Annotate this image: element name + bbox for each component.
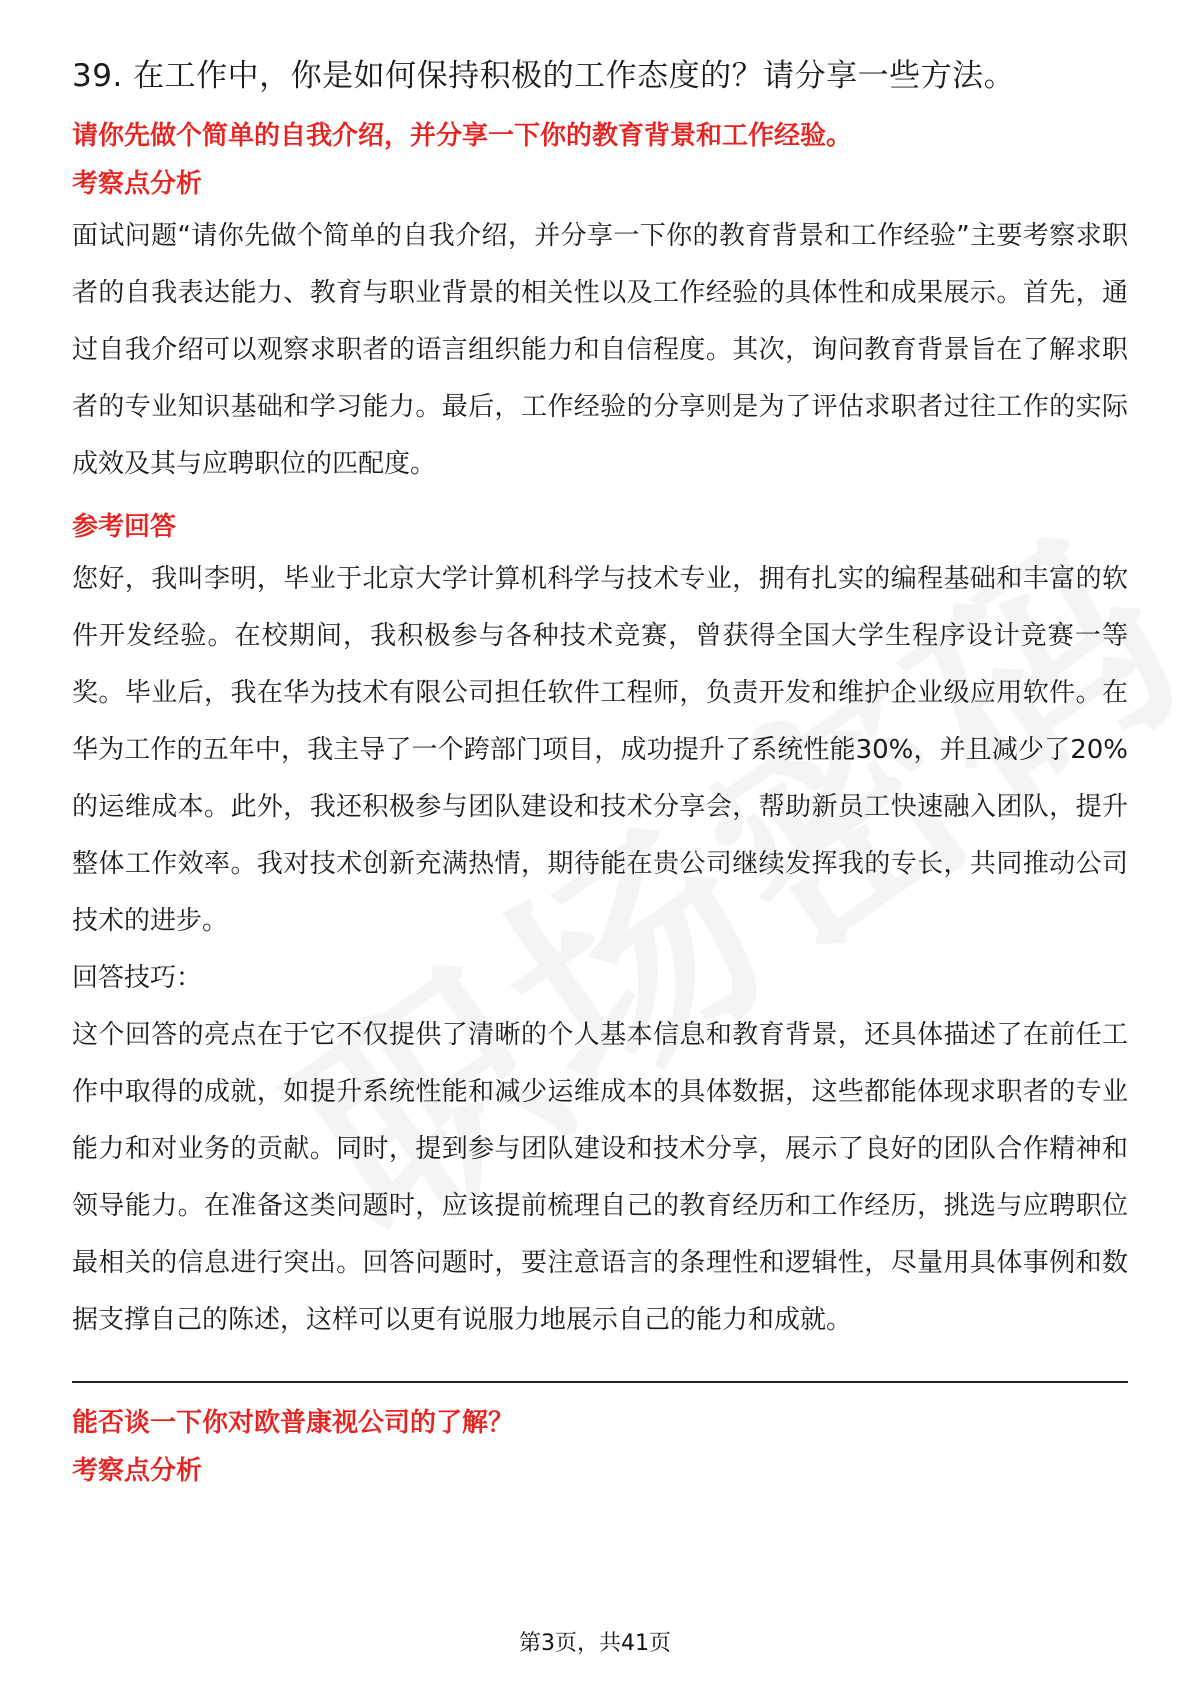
section2-heading: 能否谈一下你对欧普康视公司的了解？ <box>72 1408 515 1438</box>
document-page <box>72 54 1128 1495</box>
section1-tips-label: 回答技巧： <box>72 963 203 993</box>
section1-analysis-label: 考察点分析 <box>72 169 203 199</box>
section2-analysis-label: 考察点分析 <box>72 1456 203 1486</box>
section1-tips-text: 这个回答的亮点在于它不仅提供了清晰的个人基本信息和教育背景，还具体描述了在前任工作中取得的成就，如提升系统性能和减少运维成本的具体数据，这些都能体现求职者的专业能力和对业务的贡献。同时，提到参与团队建设和技术分享，展示了良好的团队合作精神和领导能力。在准备这类问题时，应该提前梳理自己的教育经历和工作经历，挑选与应聘职位最相关的信息进行突出。回答问题时，要注意语言的条理性和逻辑性，尽量用具体事例和数据支撑自己的陈述，这样可以更有说服力地展示自己的能力和成就。 <box>72 1020 1128 1335</box>
section1-heading: 请你先做个简单的自我介绍，并分享一下你的教育背景和工作经验。 <box>72 121 853 151</box>
section-divider <box>72 1381 1128 1383</box>
section1-answer-text: 您好，我叫李明，毕业于北京大学计算机科学与技术专业，拥有扎实的编程基础和丰富的软件开发经验。在校期间，我积极参与各种技术竞赛，曾获得全国大学生程序设计竞赛一等奖。毕业后，我在华为技术有限公司担任软件工程师，负责开发和维护企业级应用软件。在华为工作的五年中，我主导了一个跨部门项目，成功提升了系统性能30%，并且减少了20%的运维成本。此外，我还积极参与团队建设和技术分享会，帮助新员工快速融入团队，提升整体工作效率。我对技术创新充满热情，期待能在贵公司继续发挥我的专长，共同推动公司技术的进步。 <box>72 564 1128 936</box>
page-footer: 第3页，共41页 <box>519 1631 671 1656</box>
section1-analysis-text: 面试问题“请你先做个简单的自我介绍，并分享一下你的教育背景和工作经验”主要考察求职者的自我表达能力、教育与职业背景的相关性以及工作经验的具体性和成果展示。首先，通过自我介绍可以观察求职者的语言组织能力和自信程度。其次，询问教育背景旨在了解求职者的专业知识基础和学习能力。最后，工作经验的分享则是为了评估求职者过往工作的实际成效及其与应聘职位的匹配度。 <box>72 221 1128 479</box>
section1-answer-label: 参考回答 <box>72 512 177 542</box>
question-title: 39. 在工作中，你是如何保持积极的工作态度的？请分享一些方法。 <box>72 58 1016 94</box>
